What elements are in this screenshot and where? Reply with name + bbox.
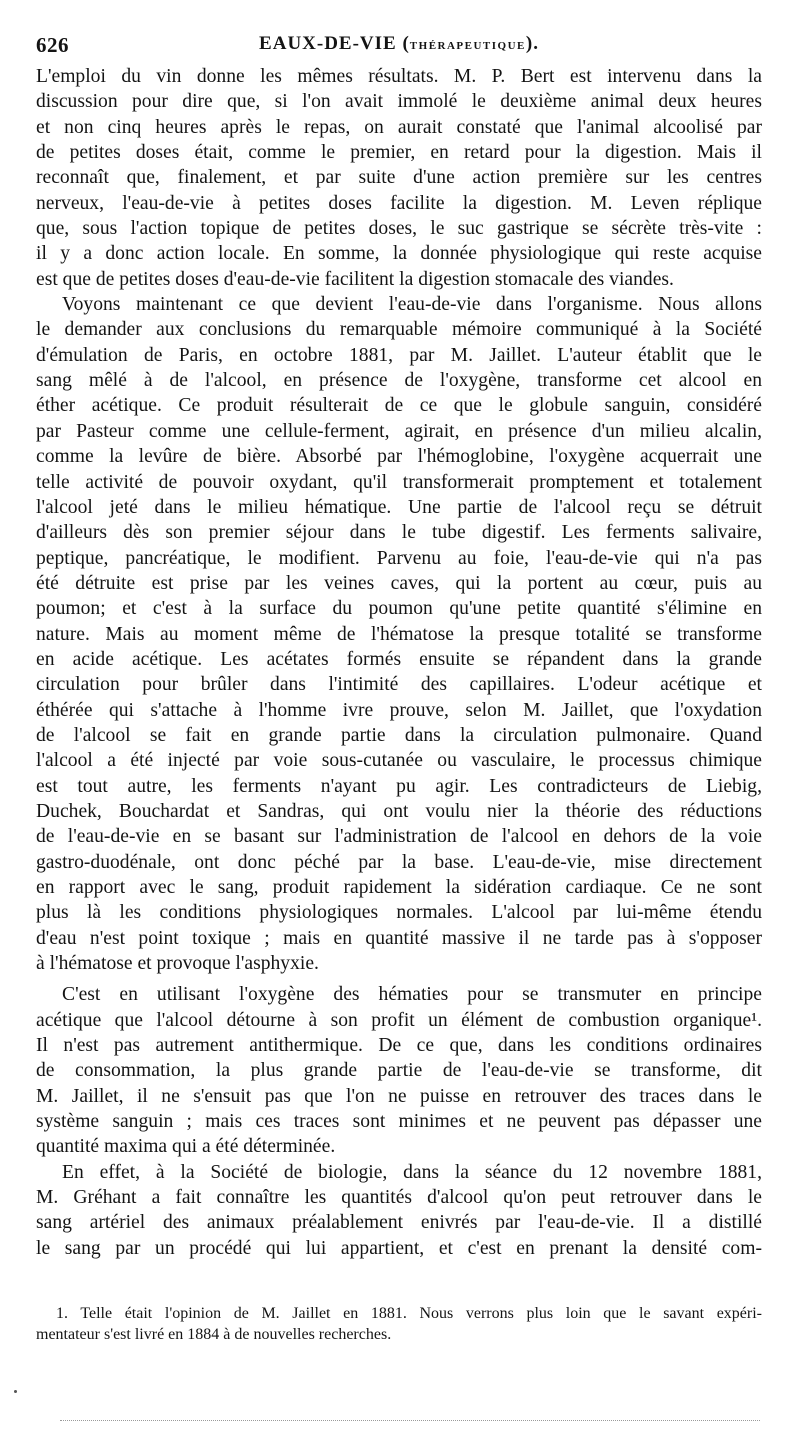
body-text [36, 64, 762, 1261]
text-line: il y a donc action locale. En somme, la donnée physiologique qui reste acquise [36, 243, 762, 265]
footnote [36, 1303, 762, 1345]
text-line: reconnaît que, finalement, et par suite d'une action première sur les centres [36, 167, 762, 189]
text-line: nature. Mais au moment même de l'hématose la presque totalité se transforme [36, 623, 762, 645]
text-line: éther acétique. Ce produit résulterait de ce que le globule sanguin, considéré [36, 395, 762, 417]
text-line: gastro-duodénale, ont donc péché par la base. L'eau-de-vie, mise directement [36, 851, 762, 873]
running-title-subtitle: THÉRAPEUTIQUE [409, 40, 526, 52]
text-line: d'émulation de Paris, en octobre 1881, par M. Jaillet. L'auteur établit que le [36, 344, 762, 366]
running-title-end: ). [525, 33, 539, 54]
text-line: de l'eau-de-vie en se basant sur l'administration de l'alcool en dehors de la voie [36, 826, 762, 848]
text-line: d'eau n'est point toxique ; mais en quantité massive il ne tarde pas à s'opposer [36, 927, 762, 949]
text-line: telle activité de pouvoir oxydant, qu'il transformerait promptement et totalement [36, 471, 762, 493]
print-speck [14, 1390, 17, 1393]
text-line: est que de petites doses d'eau-de-vie facilitent la digestion stomacale des viandes. [36, 268, 674, 290]
footnote-line: 1. Telle était l'opinion de M. Jaillet en 1881. Nous verrons plus loin que le savant expéri- [56, 1305, 762, 1322]
text-line: éthérée qui s'attache à l'homme ivre prouve, selon M. Jaillet, que l'oxydation [36, 699, 762, 721]
text-line: nerveux, l'eau-de-vie à petites doses facilite la digestion. M. Leven réplique [36, 192, 762, 214]
text-line: de petites doses était, comme le premier, en retard pour la digestion. Mais il [36, 142, 762, 164]
text-line: M. Jaillet, il ne s'ensuit pas que l'on ne puisse en retrouver des traces dans le [36, 1085, 762, 1107]
running-title-main: EAUX-DE-VIE ( [259, 33, 410, 54]
text-line: poumon; et c'est à la surface du poumon qu'une petite quantité s'élimine en [36, 598, 762, 620]
text-line: peptique, pancréatique, le modifient. Parvenu au foie, l'eau-de-vie qui n'a pas [36, 547, 762, 569]
text-line: en rapport avec le sang, produit rapidement la sidération cardiaque. Ce ne sont [36, 877, 762, 898]
text-line: à l'hématose et provoque l'asphyxie. [36, 953, 319, 975]
text-line: système sanguin ; mais ces traces sont minimes et ne peuvent pas dépasser une [36, 1111, 762, 1133]
text-line: l'alcool a été injecté par voie sous-cutanée ou vasculaire, le processus chimique [36, 750, 762, 772]
bottom-rule [60, 1420, 760, 1421]
text-line: acétique que l'alcool détourne à son profit un élément de combustion organique¹. [36, 1009, 762, 1031]
page-number: 626 [36, 33, 69, 57]
text-line: Voyons maintenant ce que devient l'eau-de-vie dans l'organisme. Nous allons [62, 294, 762, 316]
text-line: comme la levûre de bière. Absorbé par l'hémoglobine, l'oxygène acquerrait une [36, 446, 762, 468]
page-header [36, 33, 762, 59]
text-line: et non cinq heures après le repas, on aurait constaté que l'animal alcoolisé par [36, 116, 762, 138]
text-line: quantité maxima qui a été déterminée. [36, 1136, 336, 1158]
text-line: Duchek, Bouchardat et Sandras, qui ont voulu nier la théorie des réductions [36, 800, 762, 822]
text-line: que, sous l'action topique de petites doses, le suc gastrique se sécrète très-vite : [36, 218, 762, 240]
text-line: l'alcool jeté dans le milieu hématique. Une partie de l'alcool reçu se détruit [36, 496, 762, 518]
text-line: par Pasteur comme une cellule-ferment, agirait, en présence d'un milieu alcalin, [36, 420, 762, 442]
text-line: En effet, à la Société de biologie, dans la séance du 12 novembre 1881, [62, 1161, 762, 1183]
text-line: M. Gréhant a fait connaître les quantités d'alcool qu'on peut retrouver dans le [36, 1187, 762, 1209]
text-line: discussion pour dire que, si l'on avait immolé le deuxième animal deux heures [36, 91, 762, 113]
footnote-line: mentateur s'est livré en 1884 à de nouvelles recherches. [36, 1326, 392, 1343]
running-title [36, 33, 762, 55]
text-line: circulation pour brûler dans l'intimité des capillaires. L'odeur acétique et [36, 674, 762, 696]
text-line: est tout autre, les ferments n'ayant pu agir. Les contradicteurs de Liebig, [36, 775, 762, 797]
text-line: L'emploi du vin donne les mêmes résultats. M. P. Bert est intervenu dans la [36, 66, 762, 87]
text-line: sang artériel des animaux préalablement enivrés par l'eau-de-vie. Il a distillé [36, 1212, 762, 1234]
text-line: le demander aux conclusions du remarquable mémoire communiqué à la Société [36, 319, 762, 341]
text-line: été détruite est prise par les veines caves, qui la portent au cœur, puis au [36, 572, 762, 594]
text-line: de consommation, la plus grande partie de l'eau-de-vie se transforme, dit [36, 1060, 762, 1082]
text-line: d'ailleurs dès son premier séjour dans le tube digestif. Les ferments salivaire, [36, 522, 762, 544]
text-line: Il n'est pas autrement antithermique. De ce que, dans les conditions ordinaires [36, 1035, 762, 1057]
text-line: sang mêlé à de l'alcool, en présence de l'oxygène, transforme cet alcool en [36, 370, 762, 392]
text-line: C'est en utilisant l'oxygène des hématies pour se transmuter en principe [62, 984, 762, 1006]
text-line: plus là les conditions physiologiques normales. L'alcool par lui-même étendu [36, 902, 762, 924]
text-line: en acide acétique. Les acétates formés ensuite se répandent dans la grande [36, 648, 762, 670]
text-line: le sang par un procédé qui lui appartient, et c'est en prenant la densité com- [36, 1237, 762, 1259]
text-line: de l'alcool se fait en grande partie dans la circulation pulmonaire. Quand [36, 724, 762, 746]
